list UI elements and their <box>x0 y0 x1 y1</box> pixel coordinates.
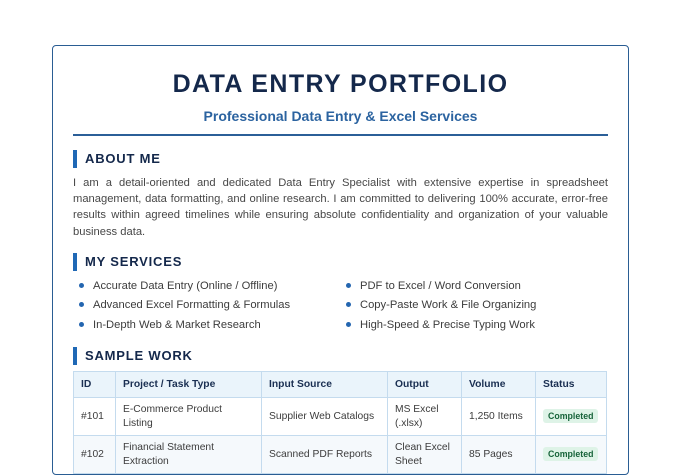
column-header-status: Status <box>536 372 607 398</box>
service-label: PDF to Excel / Word Conversion <box>360 280 521 292</box>
service-item <box>73 317 290 336</box>
status-badge: Completed <box>543 447 598 461</box>
column-header-input-source: Input Source <box>262 372 388 398</box>
table-header-row <box>74 372 607 398</box>
cell-status <box>536 398 607 436</box>
cell-project: Financial Statement Extraction <box>116 436 262 474</box>
about-text: I am a detail-oriented and dedicated Data Entry Specialist with extensive expertise in spreadsheet management, data formatting, and online research. I am committed to delivering 100% accurate, error-free results within agreed timelines while ensuring absolute confidentiality and organization of your valuable business data. <box>73 177 608 238</box>
cell-output: Clean Excel Sheet <box>388 436 462 474</box>
status-badge: Completed <box>543 409 598 423</box>
service-label: Accurate Data Entry (Online / Offline) <box>93 280 278 292</box>
column-header-volume: Volume <box>462 372 536 398</box>
service-item <box>73 278 290 297</box>
bullet-icon <box>346 283 351 288</box>
cell-id: #101 <box>74 398 116 436</box>
cell-id: #102 <box>74 436 116 474</box>
services-column-right <box>340 278 536 336</box>
table-row <box>74 398 607 436</box>
about-heading: ABOUT ME <box>73 150 161 168</box>
bullet-icon <box>79 283 84 288</box>
services-column-left <box>73 278 290 336</box>
service-label: In-Depth Web & Market Research <box>93 318 261 331</box>
column-header-id: ID <box>74 372 116 398</box>
cell-volume: 1,250 Items <box>462 398 536 436</box>
bullet-icon <box>79 322 84 327</box>
service-item <box>340 317 536 336</box>
service-label: High-Speed & Precise Typing Work <box>360 318 535 331</box>
service-label: Advanced Excel Formatting & Formulas <box>93 299 291 312</box>
cell-input-source: Supplier Web Catalogs <box>262 398 388 436</box>
column-header-output: Output <box>388 372 462 398</box>
header-divider <box>73 134 608 136</box>
service-item <box>340 278 536 297</box>
bullet-icon <box>346 302 351 307</box>
service-item <box>73 297 290 316</box>
cell-project: E-Commerce Product Listing <box>116 398 262 436</box>
service-item <box>340 297 536 316</box>
cell-status <box>536 436 607 474</box>
sample-work-heading: SAMPLE WORK <box>73 347 193 365</box>
bullet-icon <box>346 322 351 327</box>
cell-volume: 85 Pages <box>462 436 536 474</box>
portfolio-card <box>52 45 629 475</box>
page-title: DATA ENTRY PORTFOLIO <box>172 70 509 98</box>
cell-input-source: Scanned PDF Reports <box>262 436 388 474</box>
page-subtitle: Professional Data Entry & Excel Services <box>203 108 478 124</box>
services-heading: MY SERVICES <box>73 253 182 271</box>
cell-output: MS Excel (.xlsx) <box>388 398 462 436</box>
service-label: Copy-Paste Work & File Organizing <box>360 299 537 312</box>
table-row <box>74 436 607 474</box>
bullet-icon <box>79 302 84 307</box>
column-header-project: Project / Task Type <box>116 372 262 398</box>
